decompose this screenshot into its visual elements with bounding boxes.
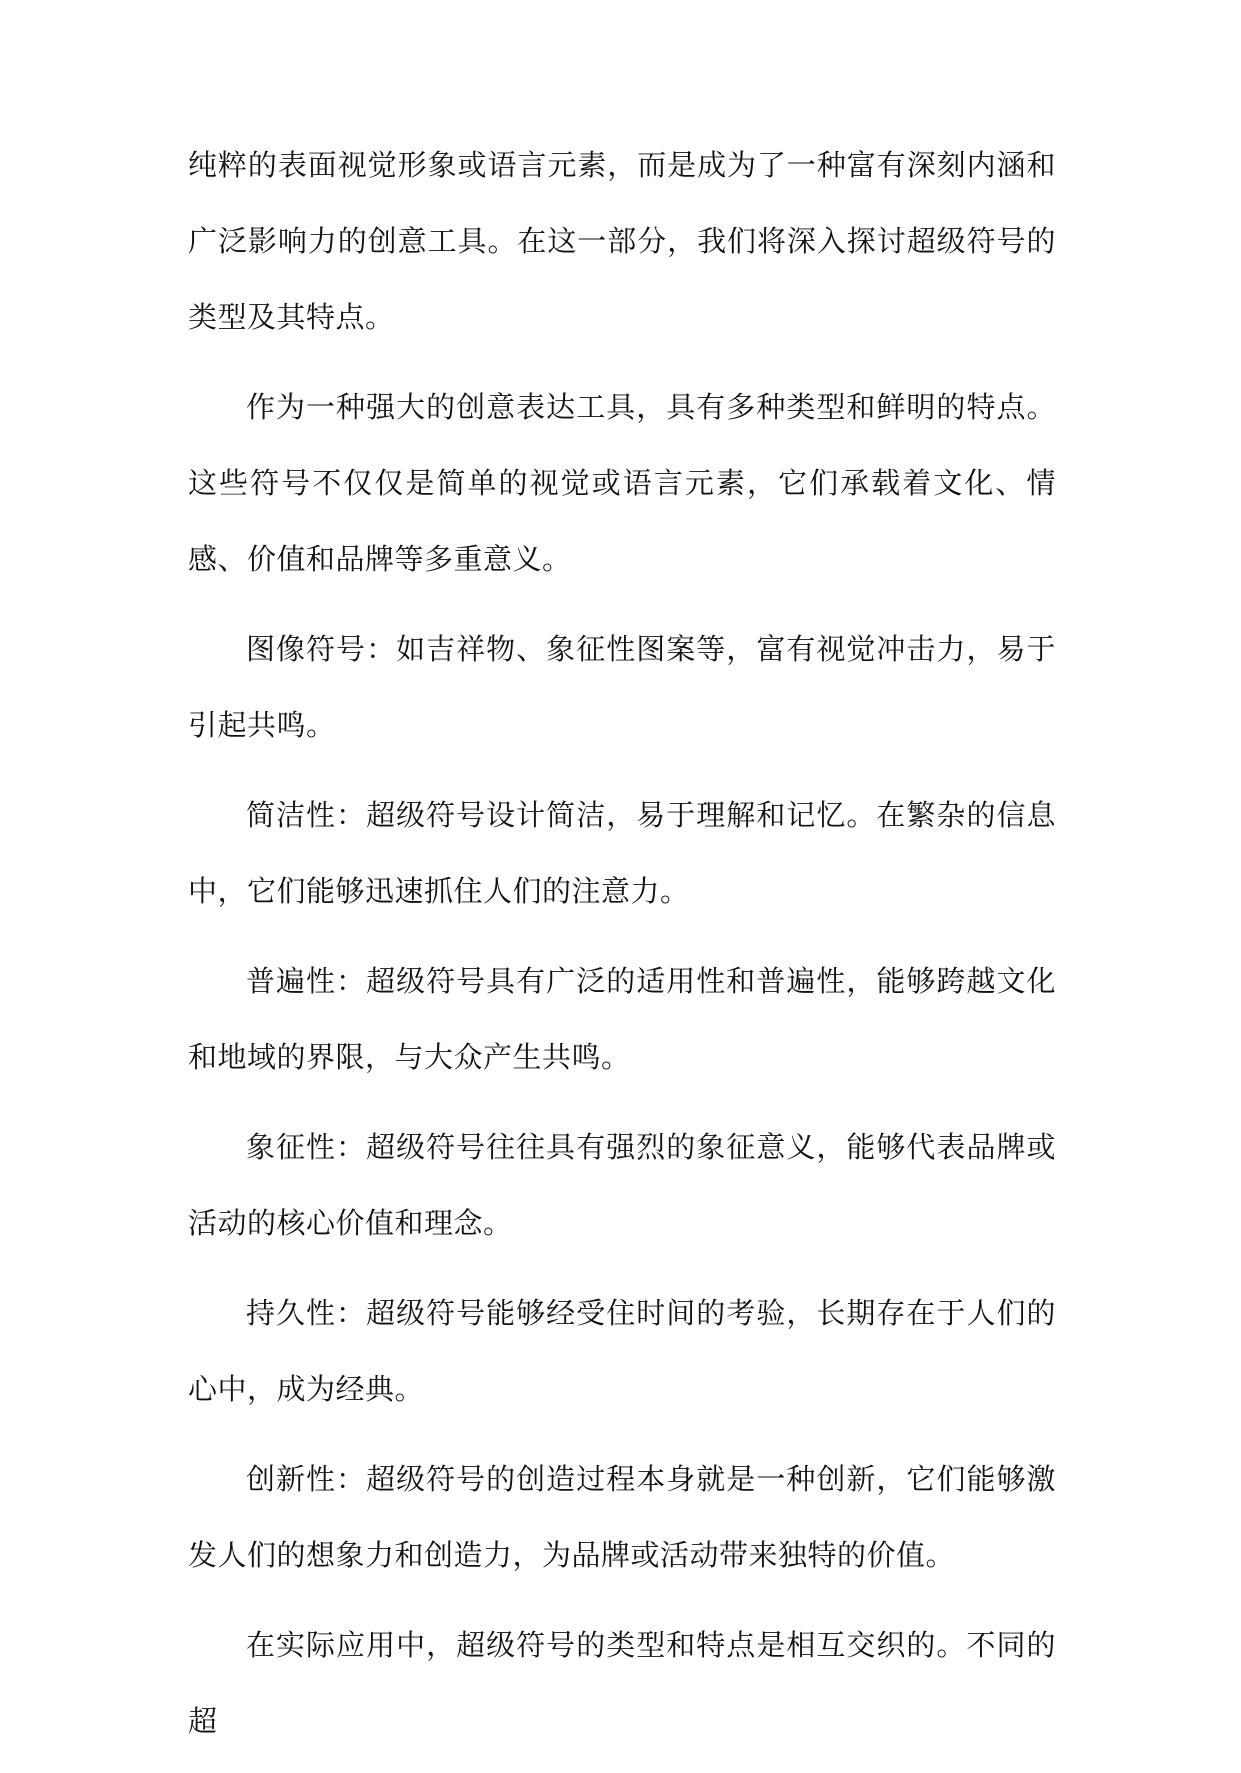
document-page [188,127,1056,1773]
paragraph-innovation: 创新性：超级符号的创造过程本身就是一种创新，它们能够激发人们的想象力和创造力，为品牌或活动带来独特的价值。 [188,1462,1056,1572]
paragraph-universality: 普遍性：超级符号具有广泛的适用性和普遍性，能够跨越文化和地域的界限，与大众产生共鸣。 [188,964,1056,1074]
paragraph-image-symbol: 图像符号：如吉祥物、象征性图案等，富有视觉冲击力，易于引起共鸣。 [188,632,1056,742]
paragraph-symbolism: 象征性：超级符号往往具有强烈的象征意义，能够代表品牌或活动的核心价值和理念。 [188,1130,1056,1240]
paragraph-intro: 作为一种强大的创意表达工具，具有多种类型和鲜明的特点。这些符号不仅仅是简单的视觉或语言元素，它们承载着文化、情感、价值和品牌等多重意义。 [188,390,1056,576]
paragraph-application: 在实际应用中，超级符号的类型和特点是相互交织的。不同的超 [188,1628,1056,1738]
paragraph-simplicity: 简洁性：超级符号设计简洁，易于理解和记忆。在繁杂的信息中，它们能够迅速抓住人们的注意力。 [188,798,1056,908]
paragraph-continued: 纯粹的表面视觉形象或语言元素，而是成为了一种富有深刻内涵和广泛影响力的创意工具。在这一部分，我们将深入探讨超级符号的类型及其特点。 [188,148,1056,334]
paragraph-durability: 持久性：超级符号能够经受住时间的考验，长期存在于人们的心中，成为经典。 [188,1296,1056,1406]
